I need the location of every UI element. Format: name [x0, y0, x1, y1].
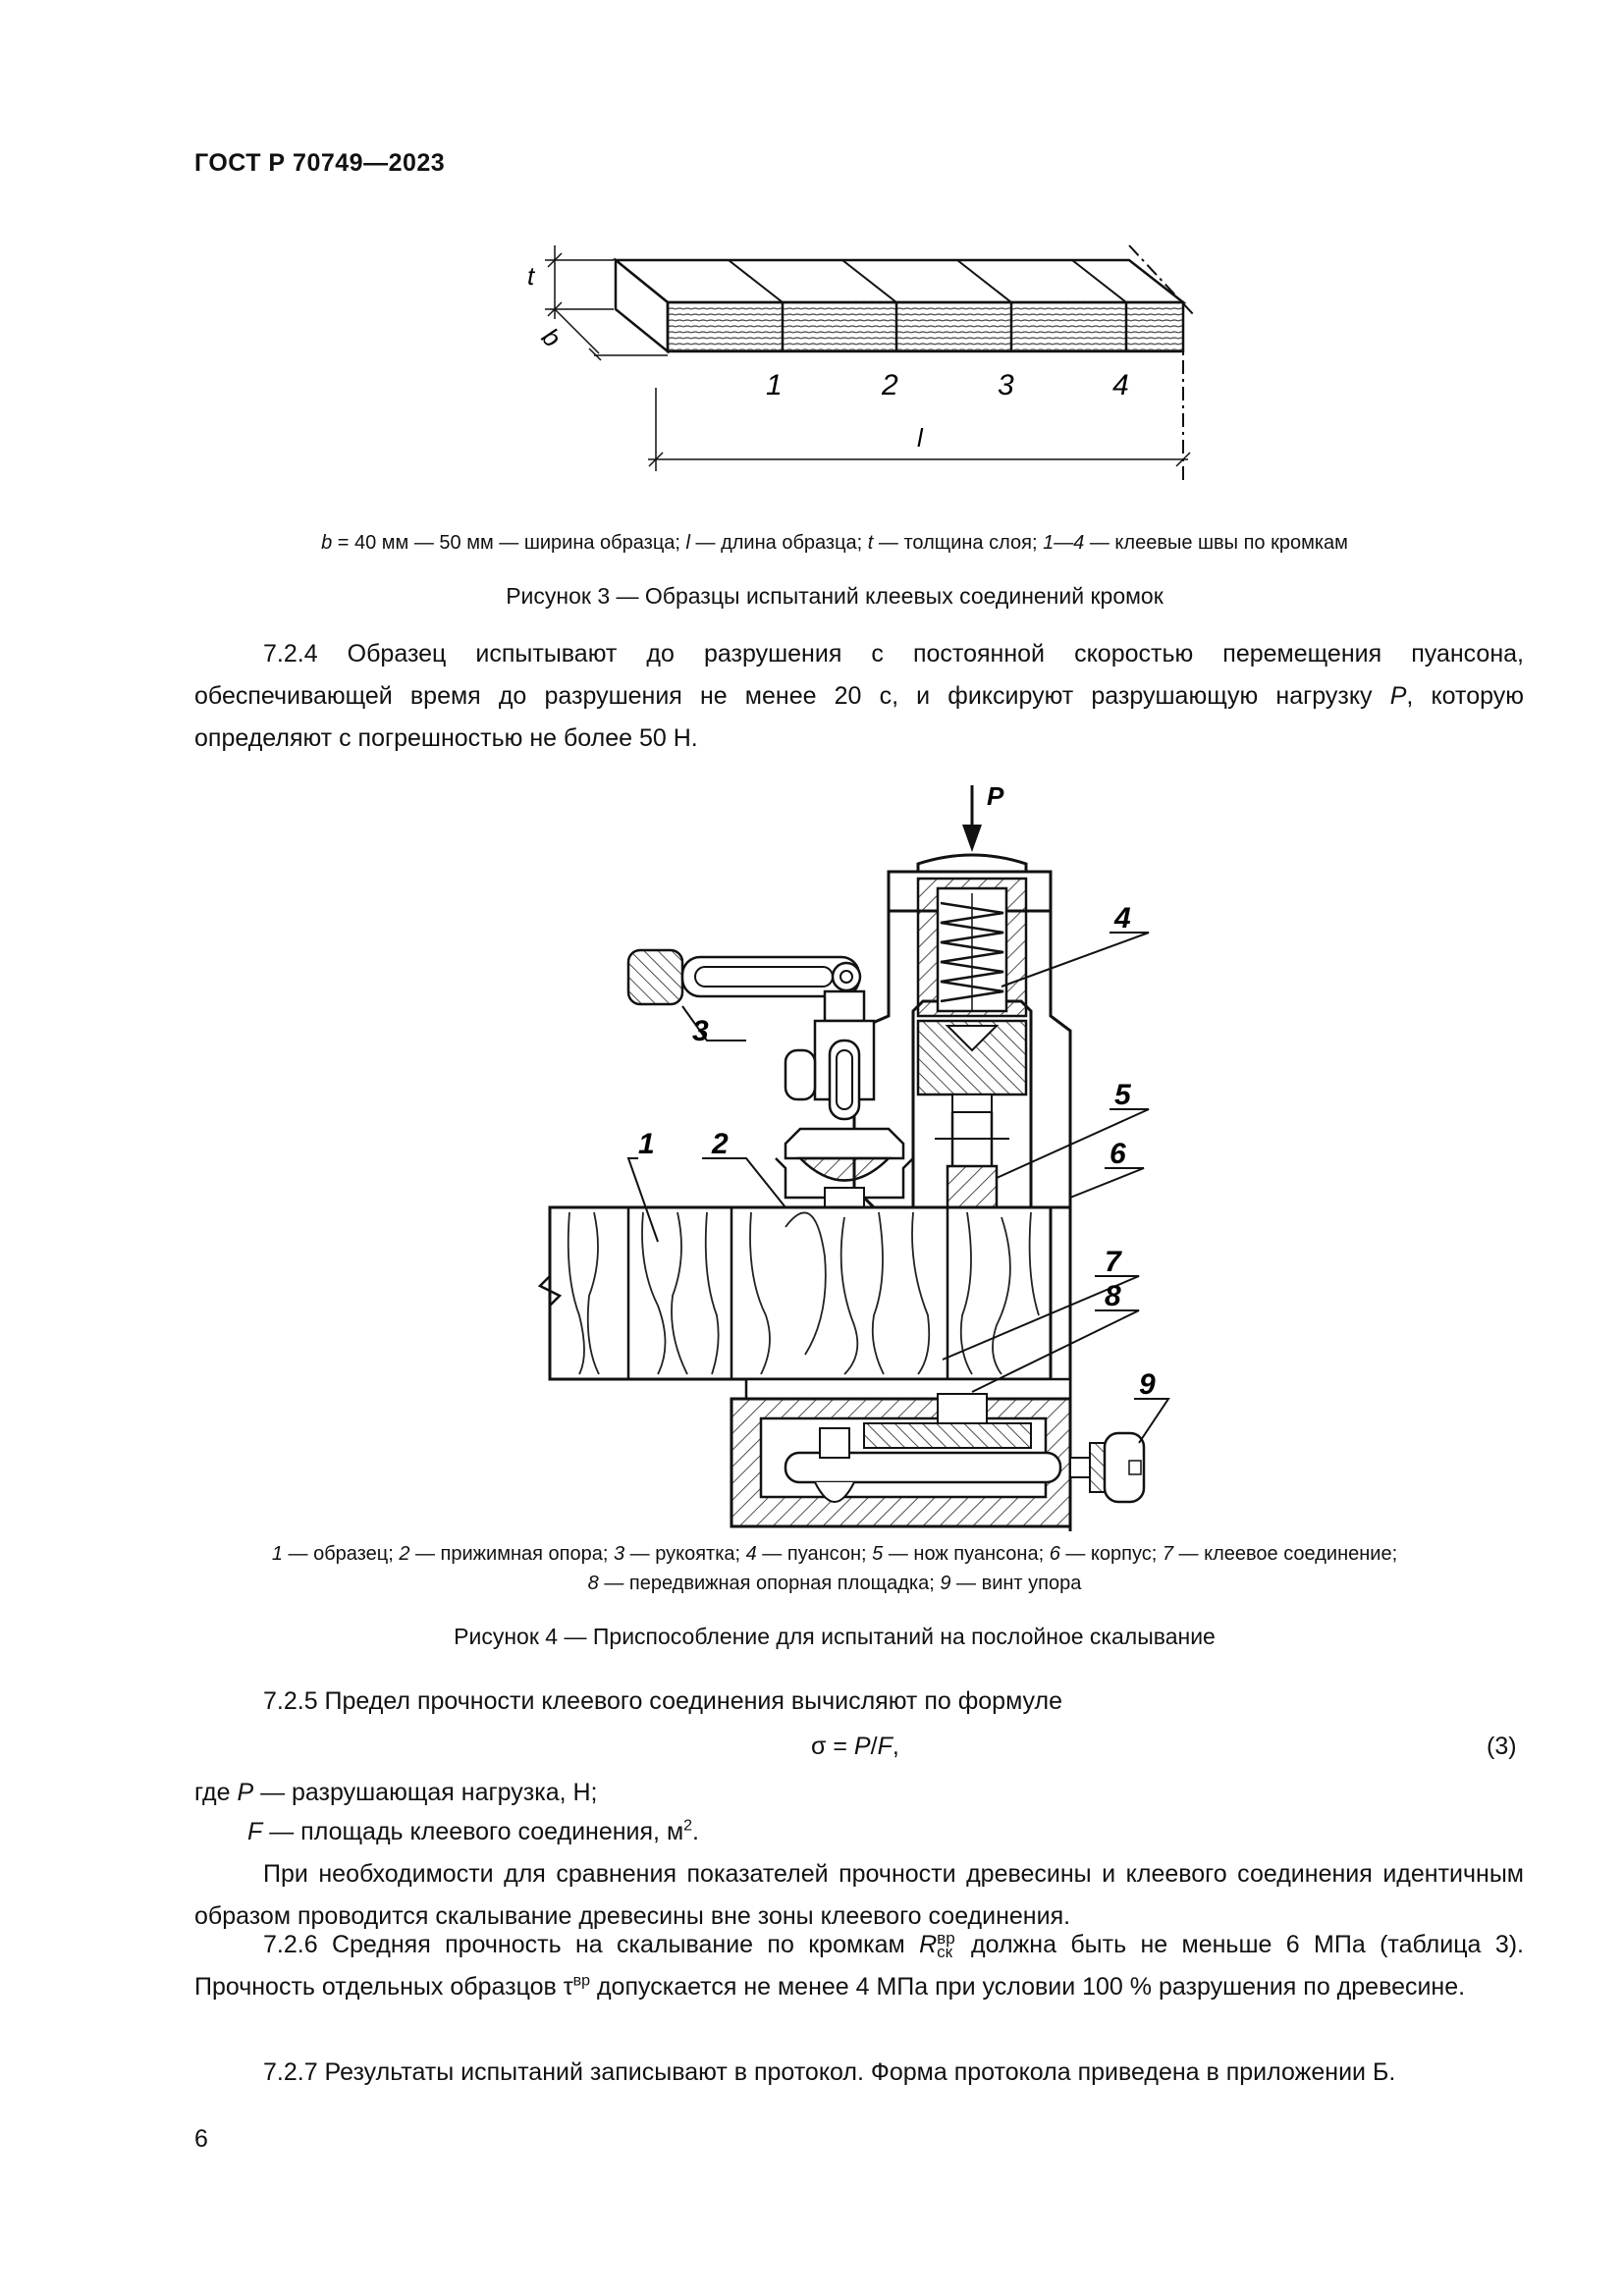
- callout-1: 1: [638, 1128, 655, 1160]
- paragraph-7-2-4: 7.2.4 Образец испытывают до разрушения с постоянной скоростью перемещения пуансона, обеспечивающей время до разрушения не менее 20 с, и фиксируют разрушающую нагрузку P, которую определяют с погрешностью не более 50 Н.: [194, 640, 1524, 752]
- figure-3-seam-label: 2: [882, 369, 898, 401]
- callout-8: 8: [1105, 1280, 1121, 1312]
- callout-9: 9: [1139, 1368, 1156, 1401]
- paragraph-7-2-7: 7.2.7 Результаты испытаний записывают в протокол. Форма протокола приведена в приложении Б.: [263, 2058, 1396, 2086]
- callout-6: 6: [1110, 1138, 1126, 1170]
- callout-7: 7: [1105, 1246, 1121, 1278]
- figure-3-seam-label: 1: [766, 369, 783, 401]
- where-p: где P — разрушающая нагрузка, Н;: [194, 1779, 598, 1806]
- figure-3-dim-l: l: [917, 423, 923, 453]
- figure-4-drawing: [0, 766, 1624, 1531]
- paragraph-comparison: При необходимости для сравнения показателей прочности древесины и клеевого соединения идентичным образом проводится скалывание древесины вне зоны клеевого соединения.: [194, 1860, 1524, 1930]
- figure-4-legend-line-1: 1 — образец; 2 — прижимная опора; 3 — рукоятка; 4 — пуансон; 5 — нож пуансона; 6 — корпус; 7 — клеевое соединение;: [271, 1543, 1398, 1565]
- page-number: 6: [194, 2125, 208, 2153]
- where-f: F — площадь клеевого соединения, $м^2$.: [247, 1817, 699, 1845]
- callout-3: 3: [692, 1015, 709, 1047]
- document-id: ГОСТ Р 70749—2023: [194, 149, 446, 177]
- figure-4-caption: Рисунок 4 — Приспособление для испытаний на послойное скалывание: [454, 1624, 1216, 1649]
- figure-3-dim-t: t: [527, 261, 535, 291]
- formula-3: σ = P/F,: [811, 1733, 899, 1760]
- figure-4-legend: [147, 1539, 1522, 1598]
- paragraph-7-2-5: 7.2.5 Предел прочности клеевого соединения вычисляют по формуле: [263, 1687, 1062, 1715]
- figure-3-caption: Рисунок 3 — Образцы испытаний клеевых соединений кромок: [506, 583, 1164, 609]
- figure-3-seam-label: 4: [1112, 369, 1129, 401]
- formula-number: (3): [1487, 1733, 1517, 1760]
- figure-3-drawing: [0, 0, 1624, 510]
- callout-4: 4: [1114, 902, 1131, 934]
- figure-3-seam-label: 3: [998, 369, 1014, 401]
- callout-5: 5: [1114, 1079, 1131, 1111]
- callout-2: 2: [712, 1128, 729, 1160]
- figure-4-legend-line-2: 8 — передвижная опорная площадка; 9 — винт упора: [587, 1573, 1082, 1594]
- paragraph-7-2-6: 7.2.6 Средняя прочность на скалывание по кромкам R вр ск должна быть не меньше 6 МПа (таблица 3). Прочность отдельных образцов $\tau^{вр}$ допускается не менее 4 МПа при условии 100 % разрушения по древесине.: [194, 1929, 1524, 2001]
- force-label-p: P: [987, 781, 1004, 811]
- figure-3-legend: b = 40 мм — 50 мм — ширина образца; l — длина образца; t — толщина слоя; 1—4 — клеевые швы по кромкам: [321, 532, 1348, 554]
- figure-3-dim-b: b: [535, 322, 568, 353]
